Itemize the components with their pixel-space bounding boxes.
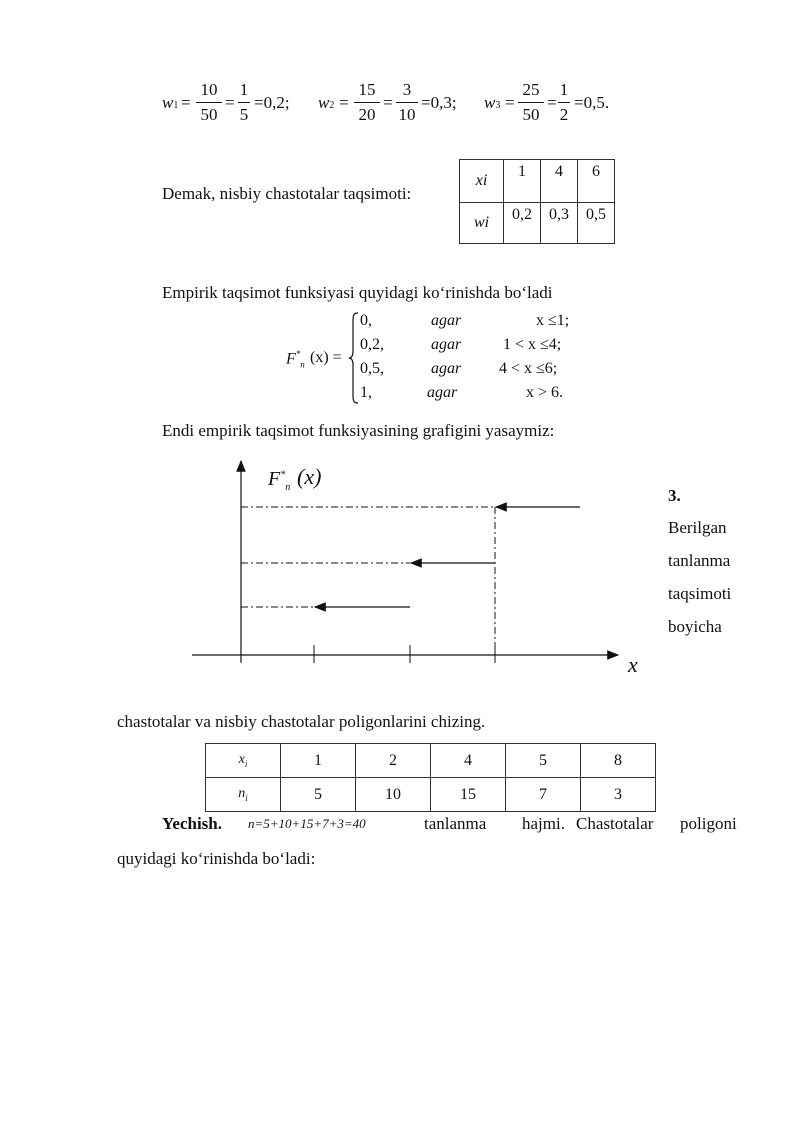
table-cell: 5 <box>506 744 581 778</box>
table-head-n: $n_i$ <box>206 778 281 812</box>
table-cell: 4 <box>431 744 506 778</box>
solution-line2: quyidagi ko‘rinishda bo‘ladi: <box>117 849 316 868</box>
case-condition: 4 < x ≤6; <box>499 360 558 377</box>
w2-fraction-1: 15 20 <box>354 80 380 125</box>
w3-result: =0,5. <box>574 93 610 112</box>
sample-table <box>205 743 656 812</box>
task-side-word: tanlanma <box>668 551 731 570</box>
graph-intro: Endi empirik taqsimot funksiyasining grafigini yasaymiz: <box>162 421 555 440</box>
w3-symbol: w3 <box>484 93 501 112</box>
table-cell: 0,3 <box>541 203 578 244</box>
task-side-word: Berilgan <box>668 518 727 537</box>
table-head-wi: wi <box>460 203 504 244</box>
w1-symbol: w1 <box>162 93 179 112</box>
graph-y-label: $F^*_n$ <box>268 468 291 493</box>
table-cell: 1 <box>281 744 356 778</box>
case-word: agar <box>431 360 462 377</box>
w1-result: =0,2; <box>254 93 290 112</box>
case-word: agar <box>427 384 458 401</box>
case-condition: x ≤1; <box>536 312 570 329</box>
table-cell: 4 <box>541 160 578 203</box>
table-cell: 2 <box>356 744 431 778</box>
table-head-xi: xi <box>460 160 504 203</box>
empirical-intro: Empirik taqsimot funksiyasi quyidagi ko‘rinishda bo‘ladi <box>162 283 553 302</box>
case-value: 0,2, <box>360 336 384 353</box>
function-lhs: $F^*_n$ <box>286 349 305 370</box>
w2-result: =0,3; <box>421 93 457 112</box>
task-continuation: chastotalar va nisbiy chastotalar poligonlarini chizing. <box>117 712 486 731</box>
solution-label: Yechish. <box>162 814 222 833</box>
w3-fraction-2: 1 2 <box>559 80 569 124</box>
graph-y-label-arg: (x) <box>297 464 322 489</box>
solution-word: poligoni <box>680 814 737 833</box>
task-side-word: boyicha <box>668 617 722 636</box>
case-condition: 1 < x ≤4; <box>503 336 562 353</box>
case-value: 0, <box>360 312 372 329</box>
table-cell: 6 <box>578 160 615 203</box>
task-number: 3. <box>668 486 681 505</box>
table-head-x: $x_i$ <box>206 744 281 778</box>
case-value: 1, <box>360 384 372 401</box>
table-cell: 0,2 <box>504 203 541 244</box>
case-condition: x > 6. <box>526 384 564 401</box>
table-cell: 3 <box>581 778 656 812</box>
case-value: 0,5, <box>360 360 384 377</box>
solution-word: Chastotalar <box>576 814 654 833</box>
case-word: agar <box>431 336 462 353</box>
w1-fraction-2: 1 5 <box>239 80 249 124</box>
graph-x-label: x <box>628 652 638 677</box>
w1-fraction-1: 10 50 <box>196 80 222 125</box>
table-cell: 5 <box>281 778 356 812</box>
table-cell: 15 <box>431 778 506 812</box>
case-word: agar <box>431 312 462 329</box>
w3-fraction-1: 25 50 <box>518 80 544 125</box>
table-cell: 8 <box>581 744 656 778</box>
table-cell: 0,5 <box>578 203 615 244</box>
task-side-word: taqsimoti <box>668 584 732 603</box>
solution-word: hajmi. <box>522 814 565 833</box>
table-cell: 7 <box>506 778 581 812</box>
w2-symbol: w2 <box>318 93 335 112</box>
solution-formula: n=5+10+15+7+3=40 <box>248 816 366 831</box>
table-cell: 1 <box>504 160 541 203</box>
relative-freq-label: Demak, nisbiy chastotalar taqsimoti: <box>162 184 412 203</box>
w2-fraction-2: 3 10 <box>396 80 418 125</box>
table-cell: 10 <box>356 778 431 812</box>
solution-word: tanlanma <box>424 814 487 833</box>
